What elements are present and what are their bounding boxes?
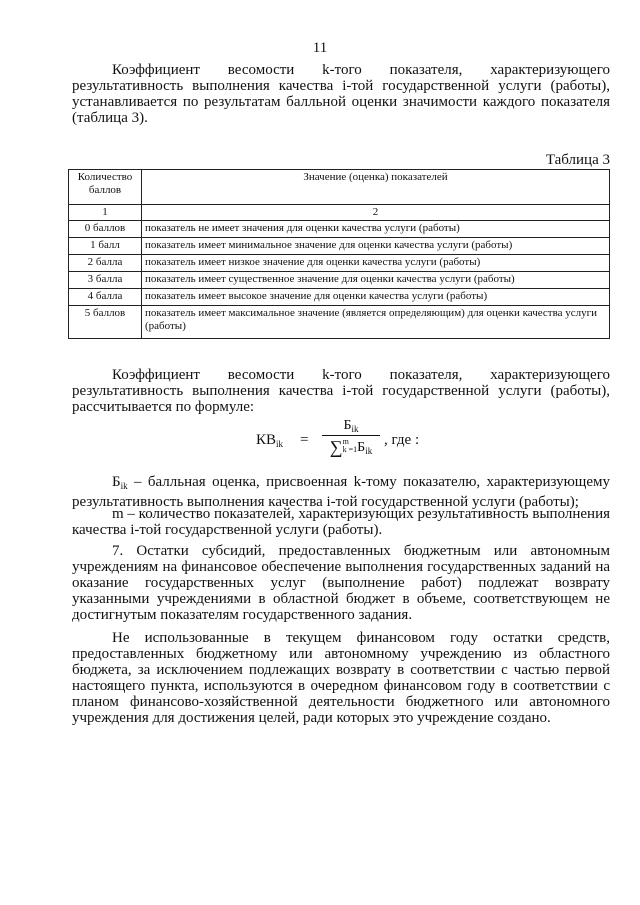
table-caption: Таблица 3 — [545, 152, 610, 168]
header-score-count: Количество баллов — [69, 170, 142, 205]
column-number: 2 — [142, 205, 610, 221]
table-column-numbers-row — [69, 205, 610, 221]
formula-tail: , где : — [384, 432, 420, 448]
score-cell: 1 балл — [69, 238, 142, 255]
value-cell: показатель имеет минимальное значение для оценки качества услуги (работы) — [142, 238, 610, 255]
paragraph-subsidy-return: 7. Остатки субсидий, предоставленных бюджетным или автономным учреждениям на финансовое обеспечение выполнения государственных заданий на оказание государственных услуг (выполнение работ) подлежат возврату указанными учреждениями в областной бюджет в объеме, соответствующем не достигнутым показателям государственного задания. — [72, 543, 610, 623]
formula-denominator: ∑m $k =1Б_{ik}$ — [329, 437, 373, 457]
paragraph-formula-intro: Коэффициент весомости k-того показателя, характеризующего результативность выполнения качества i-той государственной услуги (работы), рассчитывается по формуле: — [72, 367, 610, 415]
formula-lhs: $КВ_{ik}$ — [256, 432, 284, 449]
sum-sign: ∑ — [329, 437, 343, 457]
score-cell: 2 балла — [69, 255, 142, 272]
table-row — [69, 289, 610, 306]
table-row — [69, 272, 610, 289]
formula-numerator: $Б_{ik}$ — [322, 418, 380, 436]
score-cell: 5 баллов — [69, 306, 142, 339]
score-cell: 4 балла — [69, 289, 142, 306]
score-cell: 0 баллов — [69, 221, 142, 238]
header-indicator-value: Значение (оценка) показателей — [142, 170, 610, 205]
value-cell: показатель имеет низкое значение для оценки качества услуги (работы) — [142, 255, 610, 272]
value-cell: показатель имеет высокое значение для оценки качества услуги (работы) — [142, 289, 610, 306]
table-header-row — [69, 170, 610, 205]
formula-equals: = — [300, 432, 309, 448]
value-cell: показатель имеет существенное значение для оценки качества услуги (работы) — [142, 272, 610, 289]
page-number: 11 — [312, 40, 328, 56]
table-row — [69, 255, 610, 272]
definition-count: m – количество показателей, характеризующих результативность выполнения качества i-той государственной услуги (работы). — [72, 506, 610, 538]
value-cell: показатель не имеет значения для оценки качества услуги (работы) — [142, 221, 610, 238]
formula-fraction — [322, 418, 380, 458]
value-cell: показатель имеет максимальное значение (является определяющим) для оценки качества услуги (работы) — [142, 306, 610, 339]
column-number: 1 — [69, 205, 142, 221]
table-row — [69, 221, 610, 238]
score-cell: 3 балла — [69, 272, 142, 289]
table-row — [69, 306, 610, 339]
table-row — [69, 238, 610, 255]
definition-score: $Б_{ik}$ – балльная оценка, присвоенная k-тому показателю, характеризующему результативность выполнения качества i-той государственной услуги (работы); — [72, 474, 610, 510]
scoring-table — [68, 169, 610, 339]
paragraph-unused-funds: Не использованные в текущем финансовом году остатки средств, предоставленных бюджетному или автономному учреждению из областного бюджета, за исключением подлежащих возврату в соответствии с частью первой настоящего пункта, используются в очередном финансовом году в соответствии с планом финансово-хозяйственной деятельности бюджетного или автономного учреждения для достижения целей, ради которых это учреждение создано. — [72, 630, 610, 726]
paragraph-weight-coefficient: Коэффициент весомости k-того показателя, характеризующего результативность выполнения качества i-той государственной услуги (работы), устанавливается по результатам балльной оценки значимости каждого показателя (таблица 3). — [72, 62, 610, 126]
